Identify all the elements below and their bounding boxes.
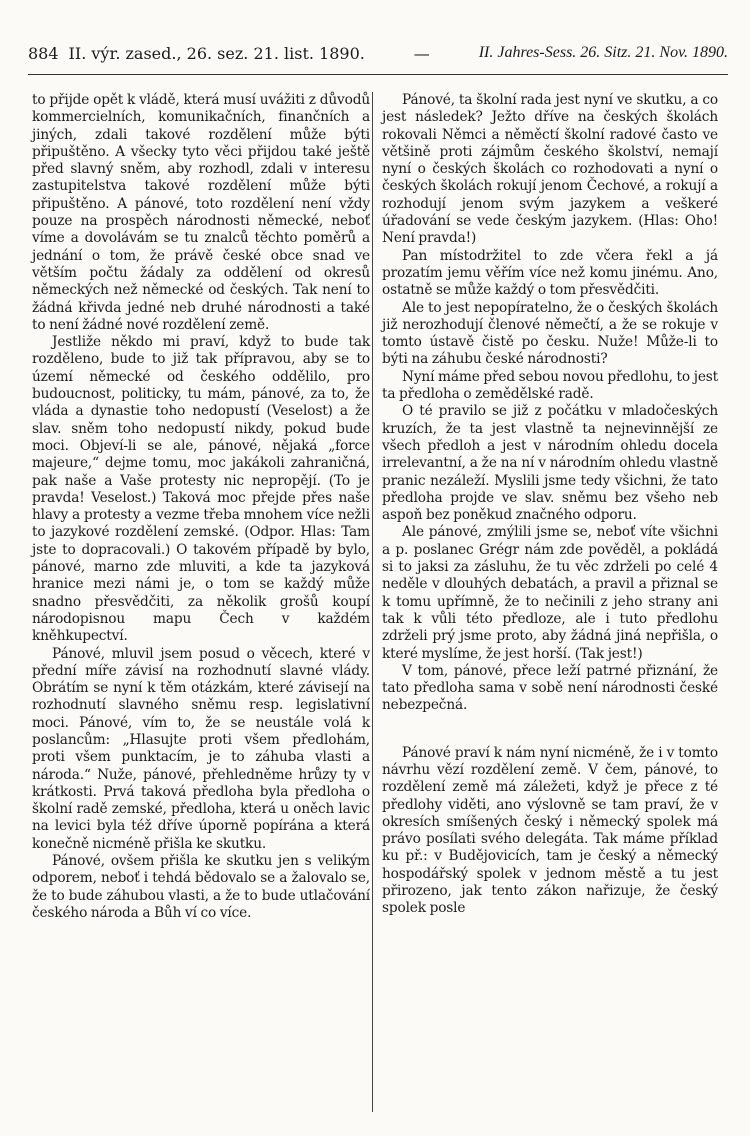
paragraph: O té pravilo se již z počátku v mladočeských kruzích, že ta jest vlastně ta nejnevinnější ze všech předloh a jest v národním ohledu docela irrelevantní, a že na ní v národním ohledu vlastně pranic nezáleží. Myslili jsme tedy všichni, že tato předloha projde ve slav. sněmu bez všeho neb aspoň bez poněkud značného odporu. (382, 403, 718, 524)
column-divider (372, 92, 373, 1112)
paragraph: V tom, pánové, přece leží patrné přiznání, že tato předloha sama v sobě není národnosti české nebezpečná. (382, 662, 718, 714)
page-header (28, 44, 728, 70)
paragraph: to přijde opět k vládě, která musí uvážiti z důvodů kommercielních, komunikačních, finančních a jiných, zdali takové rozdělení může býti připuštěno. A všecky tyto věci přijdou také ještě před slavný sněm, aby rozhodl, zdali v interesu zastupitelstva takové rozdělení může býti připuštěno. A pánové, toto rozdělení není vždy pouze na prospěch národnosti německé, neboť víme a dovolávám se tu znalců těchto poměrů a jednání o tom, že právě české obce snad ve větším počtu žádaly za oddělení od okresů německých než německé od českých. Tak není to žádná křivda jedné neb druhé národnosti a také to není žádné nové rozdělení země. (32, 92, 370, 333)
header-left-title: II. výr. zased., 26. sez. 21. list. 1890. (68, 44, 365, 63)
paragraph: Ale to jest nepopíratelno, že o českých školách již nerozhodují členové němečtí, a že se rokuje v tomto ústavě čistě po česku. Nuže! Může-li to býti na záhubu české národnosti? (382, 299, 718, 368)
paragraph: Ale pánové, zmýlili jsme se, neboť víte všichni a p. poslanec Grégr nám zde pověděl, a pokládá si to jaksi za zásluhu, že tu věc zdrželi po celé 4 neděle v dlouhých debatách, a pravil a přiznal se k tomu upřímně, že to nečinili z jeho strany ani tak k vůli této předloze, ale i tuto předlohu zdrželi prý jsme proto, aby žádná jiná nepřišla, o které myslíme, že jest horší. (Tak jest!) (382, 524, 718, 662)
left-column (32, 92, 370, 922)
paragraph: Jestliže někdo mi praví, když to bude tak rozděleno, bude to již tak přípravou, aby se to území německé od českého oddělilo, pro budoucnost, politicky, tu mám, pánové, za to, že vláda a dynastie toho nedopustí (Veselost) a že slav. sněm toho nedopustí nikdy, pokud bude moci. Objeví-li se ale, pánové, nějaká „force majeure,“ dejme tomu, moc jakákoli zahraničná, pak naše a Vaše protesty nic nepropějí. (To je pravda! Veselost.) Taková moc přejde přes naše hlavy a protesty a vezme třeba mnohem více nežli to jazykové rozdělení zemské. (Odpor. Hlas: Tam jste to dopracovali.) O takovém případě by bylo, pánové, marno zde mluviti, a kde ta jazyková hranice mezi námi je, o tom se každý může snadno přesvědčiti, za několik grošů koupí národopisnou mapu Čech v každém kněhkupectví. (32, 334, 370, 645)
paragraph: Pánové, mluvil jsem posud o věcech, které v přední míře závisí na rozhodnutí slavné vlády. Obrátím se nyní k těm otázkám, které závisejí na rozhodnutí slavného sněmu resp. legislativní moci. Pánové, vím to, že se neustále volá k poslancům: „Hlasujte proti všem předlohám, proti všem punktacím, je to záhuba vlasti a národa.“ Nuže, pánové, přehledněme hrůzy ty v krátkosti. Prvá taková předloha byla předloha o školní radě zemské, předloha, která u oněch lavic na levici byla též dříve úporně popírána a která konečně nicméně přišla ke skutku. (32, 645, 370, 852)
right-column (382, 92, 718, 918)
header-line (69, 44, 728, 63)
header-rule (28, 74, 728, 75)
header-dash: — (413, 44, 430, 63)
paragraph: Pan místodržitel to zde včera řekl a já prozatím jemu věřím více než komu jinému. Ano, ostatně se může každý o tom přesvědčiti. (382, 247, 718, 299)
paragraph: Nyní máme před sebou novou předlohu, to jest ta předloha o zemědělské radě. (382, 368, 718, 403)
paragraph-gap (382, 715, 718, 745)
header-right-title: II. Jahres-Sess. 26. Sitz. 21. Nov. 1890. (478, 44, 728, 61)
page-number: 884 (28, 44, 59, 63)
paragraph: Pánové praví k nám nyní nicméně, že i v tomto návrhu vězí rozdělení země. V čem, pánové, to rozdělení země má záležeti, když je přece z té předlohy viděti, ano výslovně se tam praví, že v okresích smíšených český i německý spolek má právo posílati svého delegáta. Tak máme příklad ku př.: v Budějovicích, tam je český a německý hospodářský spolek v jednom městě a tu jest přirozeno, jak tento zákon nařizuje, že český spolek posle (382, 744, 718, 917)
paragraph: Pánové, ta školní rada jest nyní ve skutku, a co jest následek? Ježto dříve na českých školách rokovali Němci a něměctí školní radové často ve většině proti zájmům českého školství, nemají nyní o českých školách co rozhodovati a nyní o českých školách rokují jenom Čechové, a rokují a rozhodují jenom svým jazykem a veškeré úřadování se vede českým jazykem. (Hlas: Oho! Není pravda!) (382, 92, 718, 247)
paragraph: Pánové, ovšem přišla ke skutku jen s velikým odporem, neboť i tehdá bědovalo se a žalovalo se, že to bude záhubou vlasti, a že to bude utlačování českého národa a Bůh ví co více. (32, 853, 370, 921)
